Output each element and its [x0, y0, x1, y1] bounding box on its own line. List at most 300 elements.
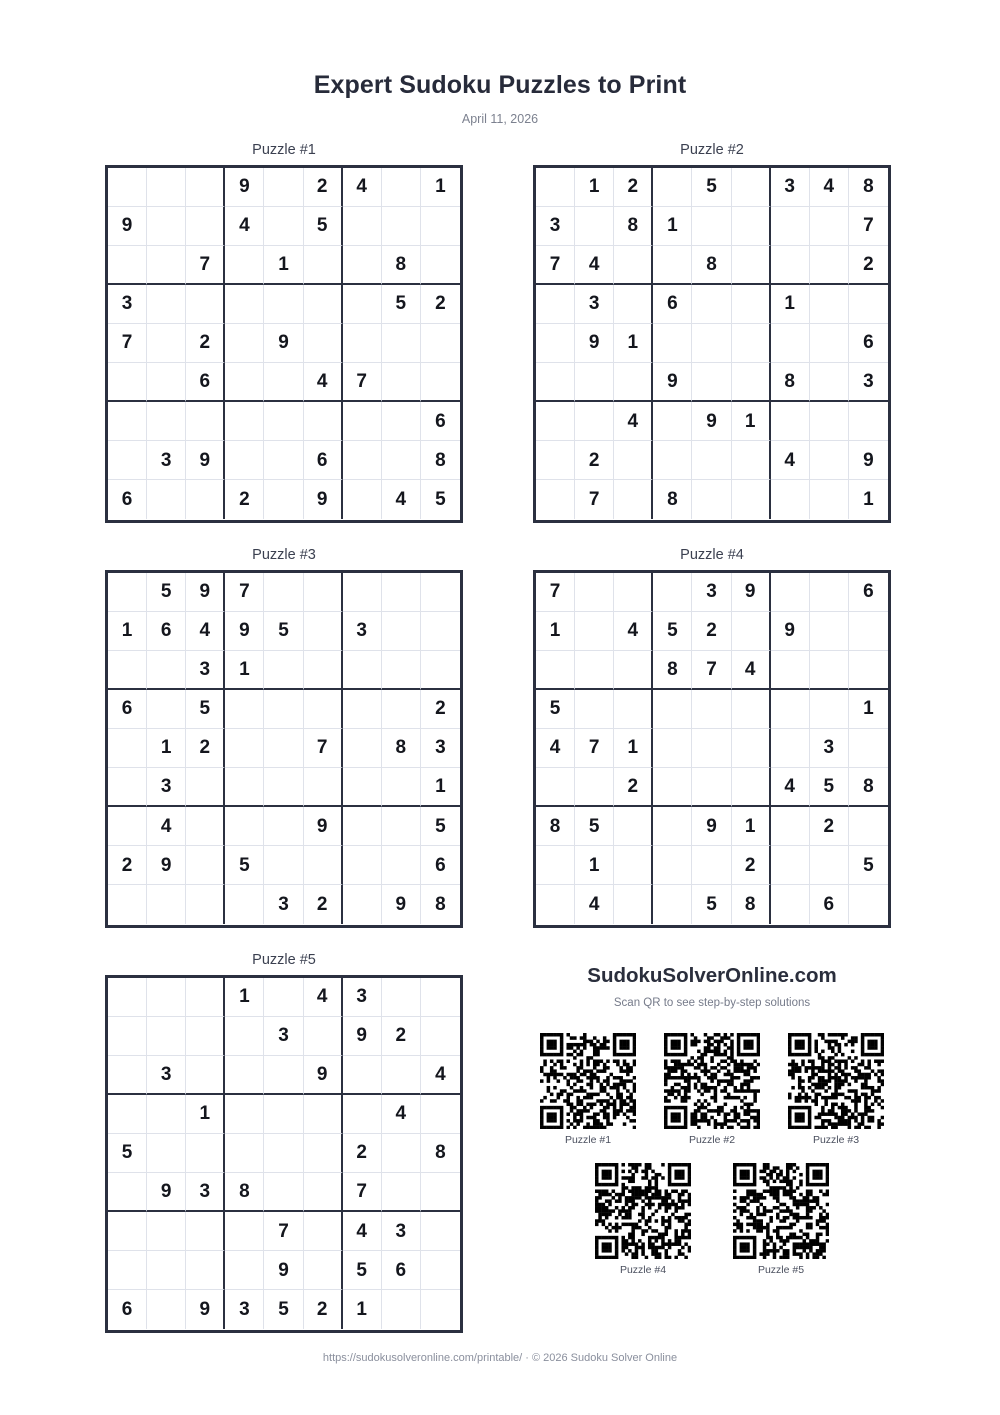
sudoku-cell[interactable]: 7	[108, 324, 147, 363]
sudoku-cell[interactable]	[692, 690, 731, 729]
sudoku-cell[interactable]: 7	[536, 246, 575, 285]
sudoku-cell[interactable]	[536, 768, 575, 807]
sudoku-cell[interactable]	[536, 480, 575, 519]
sudoku-cell[interactable]	[186, 807, 225, 846]
sudoku-cell[interactable]	[382, 207, 421, 246]
sudoku-cell[interactable]	[849, 807, 888, 846]
sudoku-cell[interactable]	[304, 1134, 343, 1173]
sudoku-cell[interactable]: 6	[653, 285, 692, 324]
qr-item[interactable]	[540, 1033, 636, 1146]
sudoku-cell[interactable]	[810, 246, 849, 285]
sudoku-cell[interactable]	[421, 573, 460, 612]
sudoku-cell[interactable]	[343, 402, 382, 441]
sudoku-cell[interactable]	[225, 1251, 264, 1290]
sudoku-cell[interactable]	[147, 1251, 186, 1290]
sudoku-cell[interactable]	[264, 285, 303, 324]
sudoku-cell[interactable]	[264, 168, 303, 207]
sudoku-cell[interactable]: 9	[304, 1056, 343, 1095]
sudoku-cell[interactable]: 7	[264, 1212, 303, 1251]
sudoku-cell[interactable]	[771, 207, 810, 246]
sudoku-cell[interactable]	[575, 573, 614, 612]
sudoku-cell[interactable]	[147, 324, 186, 363]
sudoku-cell[interactable]	[732, 729, 771, 768]
sudoku-cell[interactable]	[343, 441, 382, 480]
sudoku-cell[interactable]: 3	[692, 573, 731, 612]
sudoku-cell[interactable]	[225, 324, 264, 363]
sudoku-cell[interactable]: 4	[304, 978, 343, 1017]
sudoku-cell[interactable]: 9	[186, 1290, 225, 1329]
sudoku-cell[interactable]: 7	[575, 480, 614, 519]
sudoku-cell[interactable]	[186, 978, 225, 1017]
sudoku-cell[interactable]	[264, 1173, 303, 1212]
sudoku-cell[interactable]: 4	[225, 207, 264, 246]
sudoku-cell[interactable]	[264, 846, 303, 885]
sudoku-cell[interactable]	[421, 1212, 460, 1251]
sudoku-cell[interactable]	[108, 573, 147, 612]
sudoku-cell[interactable]	[186, 285, 225, 324]
sudoku-cell[interactable]: 8	[771, 363, 810, 402]
sudoku-cell[interactable]: 6	[108, 690, 147, 729]
sudoku-cell[interactable]	[186, 1212, 225, 1251]
sudoku-cell[interactable]: 9	[732, 573, 771, 612]
sudoku-cell[interactable]	[108, 402, 147, 441]
sudoku-cell[interactable]: 5	[692, 885, 731, 924]
sudoku-cell[interactable]	[536, 846, 575, 885]
sudoku-cell[interactable]: 1	[225, 978, 264, 1017]
sudoku-cell[interactable]	[147, 690, 186, 729]
sudoku-cell[interactable]	[225, 690, 264, 729]
sudoku-cell[interactable]: 9	[771, 612, 810, 651]
sudoku-cell[interactable]: 2	[575, 441, 614, 480]
qr-code-puzzle-1[interactable]	[540, 1033, 636, 1129]
sudoku-cell[interactable]	[849, 651, 888, 690]
sudoku-cell[interactable]: 2	[186, 324, 225, 363]
sudoku-cell[interactable]: 7	[849, 207, 888, 246]
sudoku-cell[interactable]	[186, 402, 225, 441]
sudoku-cell[interactable]	[536, 168, 575, 207]
sudoku-cell[interactable]: 7	[692, 651, 731, 690]
sudoku-cell[interactable]	[304, 1017, 343, 1056]
sudoku-cell[interactable]: 3	[810, 729, 849, 768]
sudoku-cell[interactable]	[108, 1173, 147, 1212]
sudoku-cell[interactable]	[771, 690, 810, 729]
sudoku-cell[interactable]	[849, 402, 888, 441]
qr-item[interactable]	[595, 1163, 691, 1276]
sudoku-cell[interactable]	[653, 168, 692, 207]
sudoku-cell[interactable]	[108, 807, 147, 846]
sudoku-cell[interactable]	[264, 807, 303, 846]
sudoku-cell[interactable]: 3	[186, 651, 225, 690]
sudoku-cell[interactable]: 3	[575, 285, 614, 324]
sudoku-cell[interactable]: 2	[108, 846, 147, 885]
sudoku-cell[interactable]	[304, 651, 343, 690]
sudoku-cell[interactable]: 4	[382, 1095, 421, 1134]
sudoku-cell[interactable]: 4	[575, 885, 614, 924]
sudoku-cell[interactable]: 1	[536, 612, 575, 651]
sudoku-cell[interactable]: 7	[304, 729, 343, 768]
sudoku-cell[interactable]: 4	[304, 363, 343, 402]
sudoku-cell[interactable]	[614, 885, 653, 924]
sudoku-cell[interactable]	[108, 1017, 147, 1056]
sudoku-cell[interactable]	[186, 768, 225, 807]
sudoku-cell[interactable]	[614, 480, 653, 519]
sudoku-cell[interactable]	[108, 363, 147, 402]
sudoku-cell[interactable]	[653, 885, 692, 924]
sudoku-cell[interactable]: 4	[771, 441, 810, 480]
sudoku-cell[interactable]: 2	[304, 1290, 343, 1329]
sudoku-cell[interactable]: 1	[264, 246, 303, 285]
sudoku-cell[interactable]	[147, 1134, 186, 1173]
sudoku-cell[interactable]	[575, 651, 614, 690]
sudoku-cell[interactable]: 9	[343, 1017, 382, 1056]
sudoku-cell[interactable]	[264, 729, 303, 768]
sudoku-cell[interactable]	[732, 363, 771, 402]
sudoku-cell[interactable]	[536, 885, 575, 924]
sudoku-cell[interactable]: 5	[421, 480, 460, 519]
sudoku-cell[interactable]	[225, 1017, 264, 1056]
sudoku-cell[interactable]: 2	[382, 1017, 421, 1056]
sudoku-cell[interactable]: 4	[810, 168, 849, 207]
sudoku-cell[interactable]	[382, 768, 421, 807]
sudoku-cell[interactable]	[304, 846, 343, 885]
sudoku-cell[interactable]: 1	[186, 1095, 225, 1134]
sudoku-cell[interactable]	[382, 324, 421, 363]
sudoku-cell[interactable]: 4	[614, 402, 653, 441]
sudoku-cell[interactable]	[147, 480, 186, 519]
sudoku-cell[interactable]	[264, 651, 303, 690]
sudoku-cell[interactable]	[304, 246, 343, 285]
sudoku-cell[interactable]: 3	[225, 1290, 264, 1329]
sudoku-cell[interactable]: 5	[421, 807, 460, 846]
sudoku-cell[interactable]	[575, 768, 614, 807]
sudoku-cell[interactable]	[692, 729, 731, 768]
sudoku-cell[interactable]	[653, 807, 692, 846]
sudoku-cell[interactable]	[382, 402, 421, 441]
sudoku-cell[interactable]: 8	[653, 480, 692, 519]
sudoku-cell[interactable]: 3	[264, 1017, 303, 1056]
sudoku-cell[interactable]	[382, 612, 421, 651]
sudoku-cell[interactable]	[421, 651, 460, 690]
sudoku-cell[interactable]	[421, 246, 460, 285]
sudoku-cell[interactable]	[849, 285, 888, 324]
sudoku-cell[interactable]	[264, 441, 303, 480]
sudoku-cell[interactable]: 5	[186, 690, 225, 729]
sudoku-cell[interactable]	[304, 1173, 343, 1212]
sudoku-cell[interactable]	[264, 480, 303, 519]
sudoku-cell[interactable]	[225, 1095, 264, 1134]
sudoku-cell[interactable]	[732, 480, 771, 519]
sudoku-cell[interactable]: 4	[536, 729, 575, 768]
sudoku-cell[interactable]	[264, 363, 303, 402]
sudoku-cell[interactable]: 9	[382, 885, 421, 924]
sudoku-cell[interactable]	[108, 168, 147, 207]
sudoku-cell[interactable]: 1	[771, 285, 810, 324]
sudoku-cell[interactable]: 6	[147, 612, 186, 651]
sudoku-cell[interactable]: 7	[343, 1173, 382, 1212]
sudoku-cell[interactable]	[343, 846, 382, 885]
sudoku-cell[interactable]	[382, 846, 421, 885]
sudoku-cell[interactable]	[536, 363, 575, 402]
sudoku-cell[interactable]	[304, 324, 343, 363]
sudoku-cell[interactable]	[653, 246, 692, 285]
sudoku-cell[interactable]	[108, 441, 147, 480]
sudoku-cell[interactable]: 8	[382, 246, 421, 285]
sudoku-cell[interactable]: 9	[653, 363, 692, 402]
sudoku-cell[interactable]	[421, 1095, 460, 1134]
sudoku-cell[interactable]	[186, 480, 225, 519]
sudoku-cell[interactable]	[343, 807, 382, 846]
sudoku-cell[interactable]	[147, 207, 186, 246]
sudoku-cell[interactable]	[264, 402, 303, 441]
sudoku-cell[interactable]: 1	[575, 846, 614, 885]
sudoku-cell[interactable]: 9	[147, 846, 186, 885]
sudoku-cell[interactable]: 8	[653, 651, 692, 690]
sudoku-cell[interactable]: 4	[575, 246, 614, 285]
sudoku-cell[interactable]	[264, 207, 303, 246]
sudoku-cell[interactable]	[575, 207, 614, 246]
sudoku-cell[interactable]	[849, 885, 888, 924]
sudoku-cell[interactable]	[343, 1095, 382, 1134]
sudoku-cell[interactable]: 2	[614, 768, 653, 807]
sudoku-cell[interactable]	[810, 651, 849, 690]
sudoku-cell[interactable]: 5	[225, 846, 264, 885]
sudoku-cell[interactable]	[653, 846, 692, 885]
sudoku-cell[interactable]: 1	[849, 480, 888, 519]
sudoku-cell[interactable]: 4	[382, 480, 421, 519]
sudoku-cell[interactable]: 8	[692, 246, 731, 285]
sudoku-cell[interactable]: 8	[614, 207, 653, 246]
sudoku-cell[interactable]: 5	[304, 207, 343, 246]
sudoku-cell[interactable]: 3	[147, 1056, 186, 1095]
sudoku-cell[interactable]	[264, 1134, 303, 1173]
sudoku-cell[interactable]	[225, 1134, 264, 1173]
sudoku-cell[interactable]: 2	[849, 246, 888, 285]
sudoku-cell[interactable]	[421, 1017, 460, 1056]
sudoku-cell[interactable]: 9	[186, 573, 225, 612]
qr-code-puzzle-3[interactable]	[788, 1033, 884, 1129]
sudoku-cell[interactable]	[692, 480, 731, 519]
sudoku-cell[interactable]: 9	[147, 1173, 186, 1212]
sudoku-cell[interactable]	[614, 807, 653, 846]
sudoku-cell[interactable]: 5	[264, 1290, 303, 1329]
sudoku-cell[interactable]	[225, 285, 264, 324]
sudoku-cell[interactable]	[108, 1212, 147, 1251]
sudoku-cell[interactable]: 6	[304, 441, 343, 480]
sudoku-cell[interactable]	[343, 480, 382, 519]
sudoku-cell[interactable]	[810, 441, 849, 480]
sudoku-cell[interactable]: 2	[343, 1134, 382, 1173]
sudoku-cell[interactable]	[536, 441, 575, 480]
sudoku-cell[interactable]	[147, 246, 186, 285]
sudoku-cell[interactable]	[108, 978, 147, 1017]
sudoku-cell[interactable]: 6	[421, 846, 460, 885]
sudoku-cell[interactable]	[186, 1056, 225, 1095]
sudoku-cell[interactable]	[186, 1134, 225, 1173]
sudoku-cell[interactable]	[575, 612, 614, 651]
sudoku-cell[interactable]	[421, 324, 460, 363]
sudoku-cell[interactable]	[771, 402, 810, 441]
sudoku-cell[interactable]: 8	[421, 885, 460, 924]
sudoku-cell[interactable]	[771, 480, 810, 519]
sudoku-cell[interactable]: 6	[382, 1251, 421, 1290]
sudoku-cell[interactable]: 5	[108, 1134, 147, 1173]
sudoku-cell[interactable]	[147, 885, 186, 924]
sudoku-cell[interactable]: 8	[732, 885, 771, 924]
sudoku-cell[interactable]: 6	[849, 324, 888, 363]
sudoku-cell[interactable]	[147, 1095, 186, 1134]
sudoku-cell[interactable]	[186, 885, 225, 924]
sudoku-cell[interactable]	[382, 1134, 421, 1173]
sudoku-cell[interactable]	[692, 441, 731, 480]
sudoku-cell[interactable]	[810, 846, 849, 885]
sudoku-cell[interactable]: 9	[849, 441, 888, 480]
sudoku-cell[interactable]	[343, 285, 382, 324]
sudoku-cell[interactable]: 7	[536, 573, 575, 612]
sudoku-cell[interactable]: 1	[614, 324, 653, 363]
sudoku-cell[interactable]	[692, 207, 731, 246]
sudoku-cell[interactable]	[771, 846, 810, 885]
sudoku-cell[interactable]	[614, 363, 653, 402]
sudoku-cell[interactable]: 9	[108, 207, 147, 246]
sudoku-cell[interactable]	[732, 768, 771, 807]
sudoku-cell[interactable]: 9	[575, 324, 614, 363]
sudoku-cell[interactable]	[225, 1056, 264, 1095]
sudoku-cell[interactable]: 5	[810, 768, 849, 807]
sudoku-cell[interactable]: 3	[186, 1173, 225, 1212]
sudoku-cell[interactable]: 9	[304, 480, 343, 519]
sudoku-cell[interactable]	[343, 729, 382, 768]
sudoku-cell[interactable]: 7	[343, 363, 382, 402]
sudoku-cell[interactable]	[304, 1095, 343, 1134]
sudoku-cell[interactable]	[421, 1173, 460, 1212]
sudoku-cell[interactable]	[225, 885, 264, 924]
sudoku-cell[interactable]	[653, 324, 692, 363]
sudoku-cell[interactable]: 9	[264, 324, 303, 363]
sudoku-cell[interactable]: 4	[343, 1212, 382, 1251]
sudoku-cell[interactable]: 5	[849, 846, 888, 885]
sudoku-cell[interactable]: 2	[732, 846, 771, 885]
sudoku-cell[interactable]	[147, 1017, 186, 1056]
sudoku-cell[interactable]	[147, 1212, 186, 1251]
sudoku-cell[interactable]	[536, 651, 575, 690]
sudoku-cell[interactable]	[810, 612, 849, 651]
qr-item[interactable]	[788, 1033, 884, 1146]
sudoku-cell[interactable]	[732, 690, 771, 729]
sudoku-cell[interactable]	[264, 768, 303, 807]
sudoku-cell[interactable]	[382, 363, 421, 402]
sudoku-cell[interactable]: 1	[614, 729, 653, 768]
sudoku-cell[interactable]	[771, 651, 810, 690]
sudoku-cell[interactable]	[225, 363, 264, 402]
sudoku-cell[interactable]: 1	[653, 207, 692, 246]
sudoku-cell[interactable]: 3	[108, 285, 147, 324]
sudoku-cell[interactable]	[810, 690, 849, 729]
sudoku-cell[interactable]: 6	[108, 1290, 147, 1329]
sudoku-cell[interactable]	[108, 768, 147, 807]
sudoku-cell[interactable]	[147, 651, 186, 690]
sudoku-cell[interactable]	[343, 573, 382, 612]
sudoku-cell[interactable]	[771, 729, 810, 768]
sudoku-cell[interactable]	[692, 363, 731, 402]
sudoku-cell[interactable]	[343, 1056, 382, 1095]
sudoku-cell[interactable]: 3	[849, 363, 888, 402]
sudoku-cell[interactable]: 5	[575, 807, 614, 846]
sudoku-cell[interactable]: 9	[225, 612, 264, 651]
sudoku-cell[interactable]	[225, 729, 264, 768]
sudoku-cell[interactable]	[225, 768, 264, 807]
sudoku-cell[interactable]	[108, 651, 147, 690]
sudoku-cell[interactable]: 1	[108, 612, 147, 651]
sudoku-cell[interactable]	[225, 1212, 264, 1251]
qr-code-puzzle-5[interactable]	[733, 1163, 829, 1259]
sudoku-cell[interactable]	[264, 978, 303, 1017]
sudoku-cell[interactable]: 5	[343, 1251, 382, 1290]
sudoku-cell[interactable]	[614, 846, 653, 885]
sudoku-cell[interactable]: 5	[653, 612, 692, 651]
sudoku-cell[interactable]: 3	[147, 768, 186, 807]
sudoku-cell[interactable]: 4	[771, 768, 810, 807]
sudoku-cell[interactable]	[732, 168, 771, 207]
sudoku-cell[interactable]	[186, 846, 225, 885]
sudoku-cell[interactable]	[264, 1056, 303, 1095]
sudoku-cell[interactable]	[810, 363, 849, 402]
sudoku-cell[interactable]: 2	[692, 612, 731, 651]
sudoku-cell[interactable]	[382, 441, 421, 480]
sudoku-cell[interactable]	[343, 885, 382, 924]
sudoku-cell[interactable]: 3	[536, 207, 575, 246]
sudoku-cell[interactable]: 5	[147, 573, 186, 612]
sudoku-cell[interactable]: 7	[225, 573, 264, 612]
sudoku-cell[interactable]: 8	[536, 807, 575, 846]
sudoku-cell[interactable]	[575, 690, 614, 729]
sudoku-cell[interactable]	[732, 612, 771, 651]
sudoku-cell[interactable]	[575, 402, 614, 441]
sudoku-cell[interactable]: 2	[186, 729, 225, 768]
sudoku-cell[interactable]	[264, 690, 303, 729]
sudoku-cell[interactable]	[343, 246, 382, 285]
sudoku-cell[interactable]	[771, 324, 810, 363]
sudoku-cell[interactable]	[653, 729, 692, 768]
sudoku-cell[interactable]	[692, 285, 731, 324]
sudoku-cell[interactable]	[343, 651, 382, 690]
sudoku-cell[interactable]	[147, 1290, 186, 1329]
sudoku-cell[interactable]	[849, 612, 888, 651]
sudoku-cell[interactable]	[304, 1251, 343, 1290]
sudoku-cell[interactable]: 8	[849, 768, 888, 807]
sudoku-cell[interactable]: 2	[421, 285, 460, 324]
qr-code-puzzle-2[interactable]	[664, 1033, 760, 1129]
sudoku-cell[interactable]	[147, 402, 186, 441]
sudoku-cell[interactable]	[264, 1095, 303, 1134]
sudoku-cell[interactable]	[614, 573, 653, 612]
sudoku-cell[interactable]	[653, 690, 692, 729]
sudoku-cell[interactable]	[304, 690, 343, 729]
sudoku-cell[interactable]: 9	[692, 807, 731, 846]
sudoku-cell[interactable]: 8	[421, 441, 460, 480]
sudoku-cell[interactable]: 8	[421, 1134, 460, 1173]
sudoku-cell[interactable]	[225, 441, 264, 480]
sudoku-cell[interactable]: 2	[421, 690, 460, 729]
sudoku-cell[interactable]	[614, 690, 653, 729]
sudoku-cell[interactable]	[421, 1251, 460, 1290]
sudoku-cell[interactable]	[771, 807, 810, 846]
sudoku-cell[interactable]: 3	[343, 978, 382, 1017]
sudoku-cell[interactable]	[653, 441, 692, 480]
sudoku-cell[interactable]	[536, 324, 575, 363]
sudoku-cell[interactable]	[382, 1173, 421, 1212]
sudoku-cell[interactable]: 6	[421, 402, 460, 441]
sudoku-cell[interactable]: 4	[147, 807, 186, 846]
